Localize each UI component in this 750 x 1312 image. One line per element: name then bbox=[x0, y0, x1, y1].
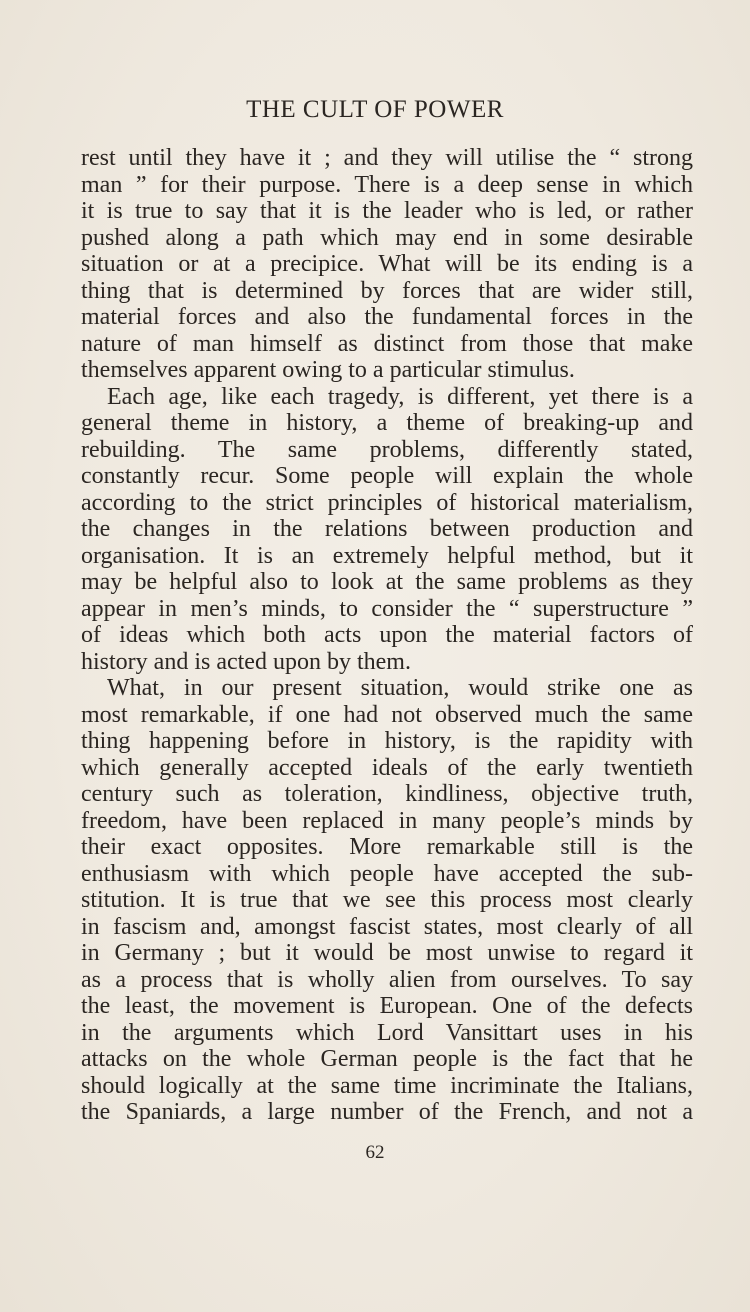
text-line: their exact opposites. More remarkable still is the bbox=[81, 834, 693, 860]
paragraph bbox=[81, 675, 693, 1126]
text-line: constantly recur. Some people will explain the whole bbox=[81, 463, 693, 489]
text-line: man ” for their purpose. There is a deep sense in which bbox=[81, 171, 693, 198]
text-line: material forces and also the fundamental forces in the bbox=[81, 304, 693, 330]
paragraph bbox=[81, 384, 693, 676]
page-number: 62 bbox=[365, 1142, 385, 1163]
text-line: Each age, like each tragedy, is different, yet there is a bbox=[107, 383, 693, 410]
text-line: it is true to say that it is the leader who is led, or rather bbox=[81, 198, 693, 224]
text-line: century such as toleration, kindliness, objective truth, bbox=[81, 781, 693, 807]
text-line: situation or at a precipice. What will be its ending is a bbox=[81, 251, 693, 277]
text-line: according to the strict principles of historical materialism, bbox=[81, 489, 693, 516]
text-line: rebuilding. The same problems, differently stated, bbox=[81, 436, 693, 463]
text-line: as a process that is wholly alien from ourselves. To say bbox=[81, 966, 693, 993]
text-line: in the arguments which Lord Vansittart uses in his bbox=[81, 1019, 693, 1046]
text-line: freedom, have been replaced in many people’s minds by bbox=[81, 807, 693, 834]
text-line: of ideas which both acts upon the material factors of bbox=[81, 622, 693, 648]
text-line: What, in our present situation, would strike one as bbox=[107, 675, 693, 701]
text-line: enthusiasm with which people have accepted the sub- bbox=[81, 860, 693, 887]
text-line: thing that is determined by forces that are wider still, bbox=[81, 277, 693, 304]
text-line: pushed along a path which may end in some desirable bbox=[81, 224, 693, 251]
text-line: history and is acted upon by them. bbox=[81, 648, 411, 675]
text-line: general theme in history, a theme of breaking-up and bbox=[81, 410, 693, 436]
text-line: stitution. It is true that we see this process most clearly bbox=[81, 887, 693, 913]
running-head: THE CULT OF POWER bbox=[246, 96, 504, 123]
text-line: the least, the movement is European. One of the defects bbox=[81, 993, 693, 1019]
text-line: thing happening before in history, is the rapidity with bbox=[81, 728, 693, 754]
text-line: rest until they have it ; and they will utilise the “ strong bbox=[81, 145, 693, 171]
text-line: most remarkable, if one had not observed much the same bbox=[81, 701, 693, 728]
text-line: may be helpful also to look at the same problems as they bbox=[81, 569, 693, 595]
text-line: in Germany ; but it would be most unwise to regard it bbox=[81, 940, 693, 966]
paragraph bbox=[81, 145, 693, 384]
text-line: nature of man himself as distinct from those that make bbox=[81, 330, 693, 357]
text-line: in fascism and, amongst fascist states, most clearly of all bbox=[81, 913, 693, 940]
text-line: themselves apparent owing to a particular stimulus. bbox=[81, 357, 575, 383]
text-line: organisation. It is an extremely helpful method, but it bbox=[81, 542, 693, 569]
text-line: the changes in the relations between production and bbox=[81, 516, 693, 542]
text-line: appear in men’s minds, to consider the “ superstructure ” bbox=[81, 595, 693, 622]
text-line: which generally accepted ideals of the early twentieth bbox=[81, 754, 693, 781]
text-line: the Spaniards, a large number of the French, and not a bbox=[81, 1099, 693, 1125]
text-line: attacks on the whole German people is the fact that he bbox=[81, 1046, 693, 1072]
body-text bbox=[81, 145, 693, 1126]
text-line: should logically at the same time incriminate the Italians, bbox=[81, 1072, 693, 1099]
